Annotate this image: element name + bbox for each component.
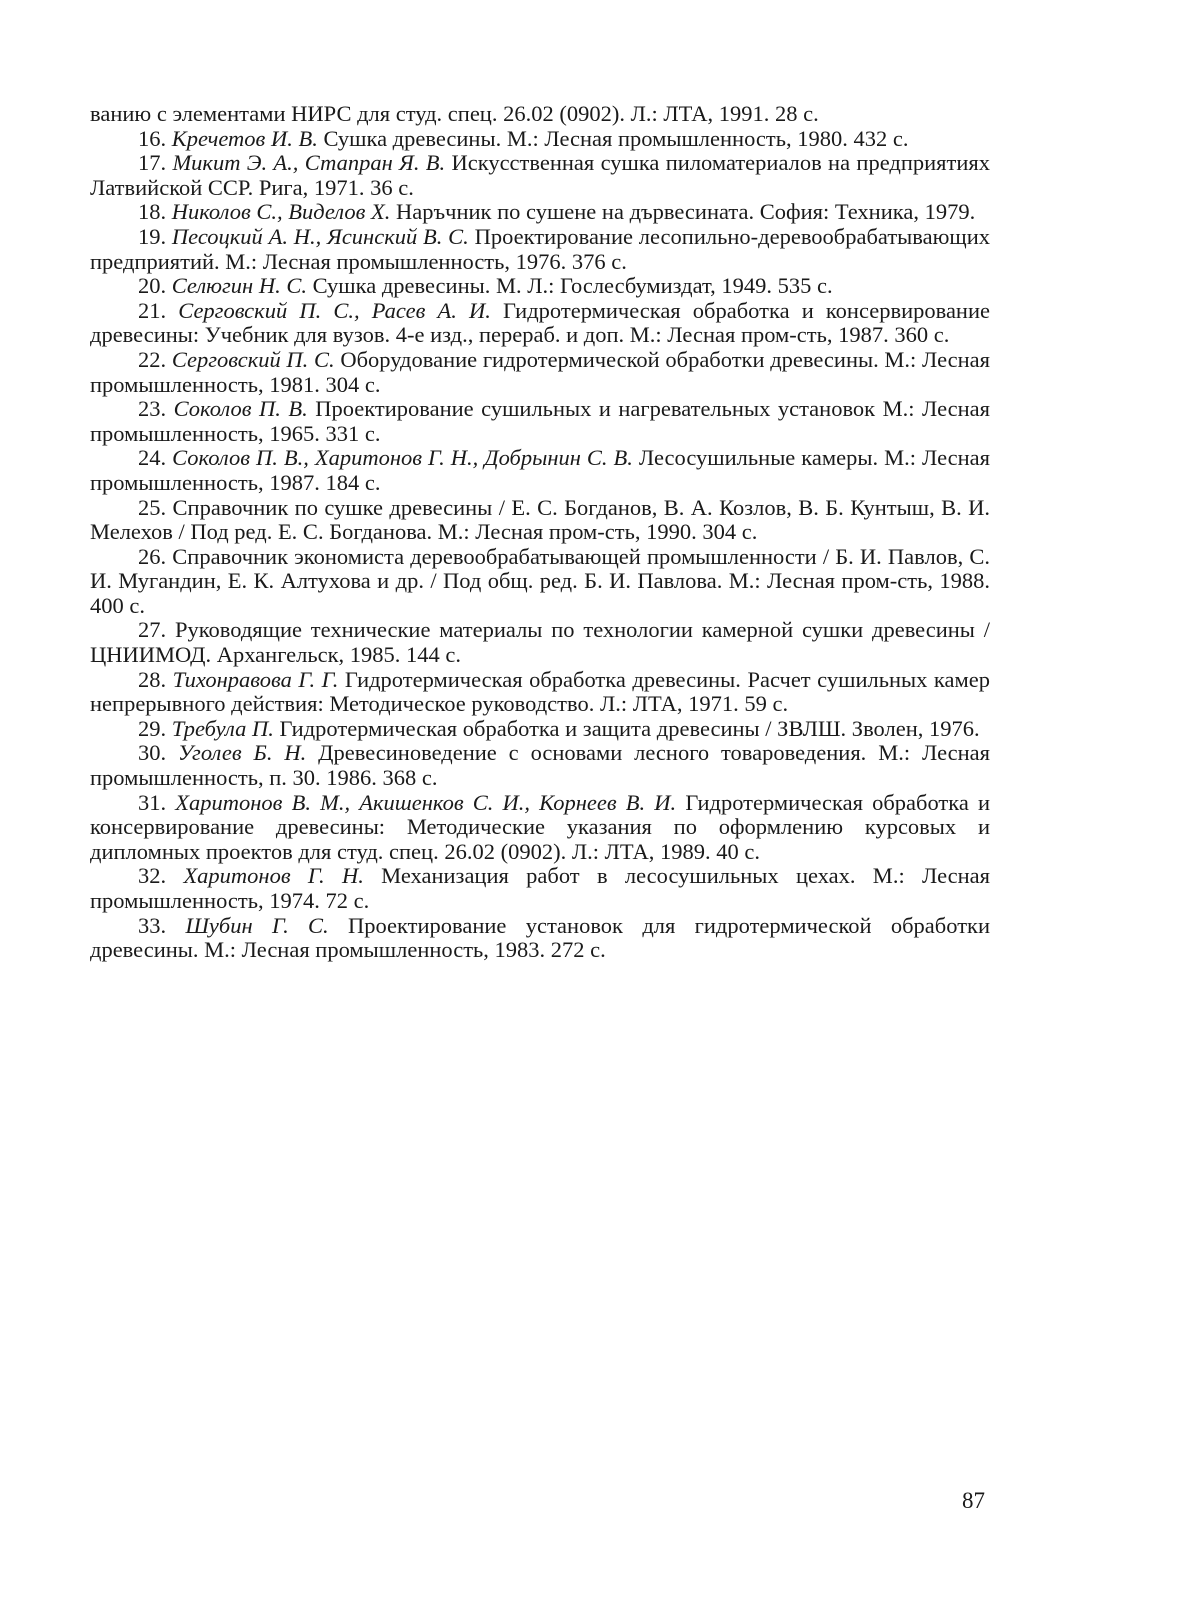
reference-text: Гидротермическая обработка и консервирование древесины: Учебник для вузов. 4-е изд., перераб. и доп. М.: Лесная пром-сть, 1987. 360 с. (90, 297, 991, 348)
reference-text: Проектирование сушильных и нагревательных установок М.: Лесная промышленность, 1965. 331 с. (90, 396, 990, 446)
reference-entry (90, 348, 990, 397)
reference-entry (90, 618, 990, 667)
reference-entry (90, 741, 990, 790)
reference-author: Микит Э. А., Стапран Я. В. (172, 150, 446, 176)
reference-number: 23. (138, 396, 167, 422)
reference-text: Гидротермическая обработка и консервирование древесины: Методические указания по оформлению курсовых и дипломных проектов для студ. спец. 26.02 (0902). Л.: ЛТА, 1989. 40 с. (90, 789, 991, 864)
reference-text: Сушка древесины. М. Л.: Гослесбумиздат, 1949. 535 с. (312, 273, 833, 299)
reference-entry (90, 496, 990, 545)
reference-author: Харитонов В. М., Акишенков С. И., Корнеев В. И. (175, 789, 677, 815)
reference-text: Лесосушильные камеры. М.: Лесная промышленность, 1987. 184 с. (90, 445, 990, 495)
page-number: 87 (962, 1488, 985, 1513)
reference-entry (90, 274, 990, 299)
reference-text: Справочник экономиста деревообрабатывающей промышленности / Б. И. Павлов, С. И. Мугандин, Е. К. Алтухова и др. / Под общ. ред. Б. И. Павлова. М.: Лесная пром-сть, 1988. 400 с. (90, 543, 990, 618)
reference-text: Проектирование установок для гидротермической обработки древесины. М.: Лесная промышленность, 1983. 272 с. (90, 912, 990, 963)
reference-author: Соколов П. В. (173, 396, 308, 422)
reference-author: Требула П. (171, 715, 274, 741)
reference-author: Шубин Г. С. (185, 912, 329, 938)
reference-author: Серговский П. С., Расев А. И. (178, 297, 491, 323)
reference-number: 18. (138, 199, 167, 225)
reference-text: Наръчник по сушене на дървесината. София: Техника, 1979. (396, 199, 976, 225)
reference-number: 17. (138, 150, 167, 176)
reference-entry (90, 225, 990, 274)
reference-number: 20. (138, 273, 167, 299)
reference-text: Древесиноведение с основами лесного товароведения. М.: Лесная промышленность, п. 30. 1986. 368 с. (90, 740, 991, 791)
reference-entry (90, 127, 990, 152)
reference-text: Механизация работ в лесосушильных цехах. М.: Лесная промышленность, 1974. 72 с. (90, 863, 991, 913)
reference-author: Песоцкий А. Н., Ясинский В. С. (171, 223, 469, 249)
reference-number: 21. (138, 297, 167, 323)
reference-entry (90, 151, 990, 200)
reference-text: Проектирование лесопильно-деревообрабатывающих предприятий. М.: Лесная промышленность, 1976. 376 с. (90, 223, 991, 274)
reference-number: 32. (138, 863, 167, 889)
reference-entry (90, 668, 990, 717)
reference-number: 25. (138, 494, 167, 520)
reference-text: Гидротермическая обработка древесины. Расчет сушильных камер непрерывного действия: Методическое руководство. Л.: ЛТА, 1971. 59 с. (90, 666, 990, 717)
reference-number: 28. (138, 666, 167, 692)
reference-author: Харитонов Г. Н. (183, 863, 364, 889)
reference-list (90, 102, 990, 963)
reference-author: Соколов П. В., Харитонов Г. Н., Добрынин С. В. (172, 445, 633, 471)
reference-number: 19. (138, 223, 167, 249)
reference-author: Николов С., Виделов Х. (171, 199, 391, 225)
reference-number: 26. (138, 543, 167, 569)
reference-author: Уголев Б. Н. (178, 740, 307, 766)
reference-text: Гидротермическая обработка и защита древесины / ЗВЛШ. Зволен, 1976. (279, 715, 980, 741)
reference-text: Руководящие технические материалы по технологии камерной сушки древесины / ЦНИИМОД. Архангельск, 1985. 144 с. (90, 617, 990, 668)
reference-number: 33. (138, 912, 167, 938)
reference-number: 29. (138, 715, 167, 741)
reference-entry (90, 397, 990, 446)
reference-continuation (90, 102, 990, 127)
reference-number: 31. (138, 789, 167, 815)
reference-number: 16. (138, 125, 167, 151)
reference-entry (90, 200, 990, 225)
reference-entry (90, 545, 990, 619)
reference-entry (90, 446, 990, 495)
reference-number: 22. (138, 346, 167, 372)
reference-number: 30. (138, 740, 167, 766)
reference-entry (90, 717, 990, 742)
reference-author: Тихонравова Г. Г. (172, 666, 339, 692)
reference-text: ванию с элементами НИРС для студ. спец. 26.02 (0902). Л.: ЛТА, 1991. 28 с. (90, 101, 819, 126)
reference-text: Искусственная сушка пиломатериалов на предприятиях Латвийской ССР. Рига, 1971. 36 с. (90, 150, 990, 200)
reference-entry (90, 299, 990, 348)
reference-text: Сушка древесины. М.: Лесная промышленность, 1980. 432 с. (323, 125, 909, 151)
reference-number: 24. (138, 445, 167, 471)
reference-author: Селюгин Н. С. (171, 273, 307, 299)
reference-text: Справочник по сушке древесины / Е. С. Богданов, В. А. Козлов, В. Б. Кунтыш, В. И. Мелехов / Под ред. Е. С. Богданова. М.: Лесная пром-сть, 1990. 304 с. (90, 494, 991, 545)
reference-author: Кречетов И. В. (171, 125, 318, 151)
reference-text: Оборудование гидротермической обработки древесины. М.: Лесная промышленность, 1981. 304 с. (90, 346, 991, 397)
reference-entry (90, 791, 990, 865)
reference-entry (90, 914, 990, 963)
reference-number: 27. (138, 617, 167, 643)
reference-author: Серговский П. С. (171, 346, 335, 372)
reference-entry (90, 864, 990, 913)
